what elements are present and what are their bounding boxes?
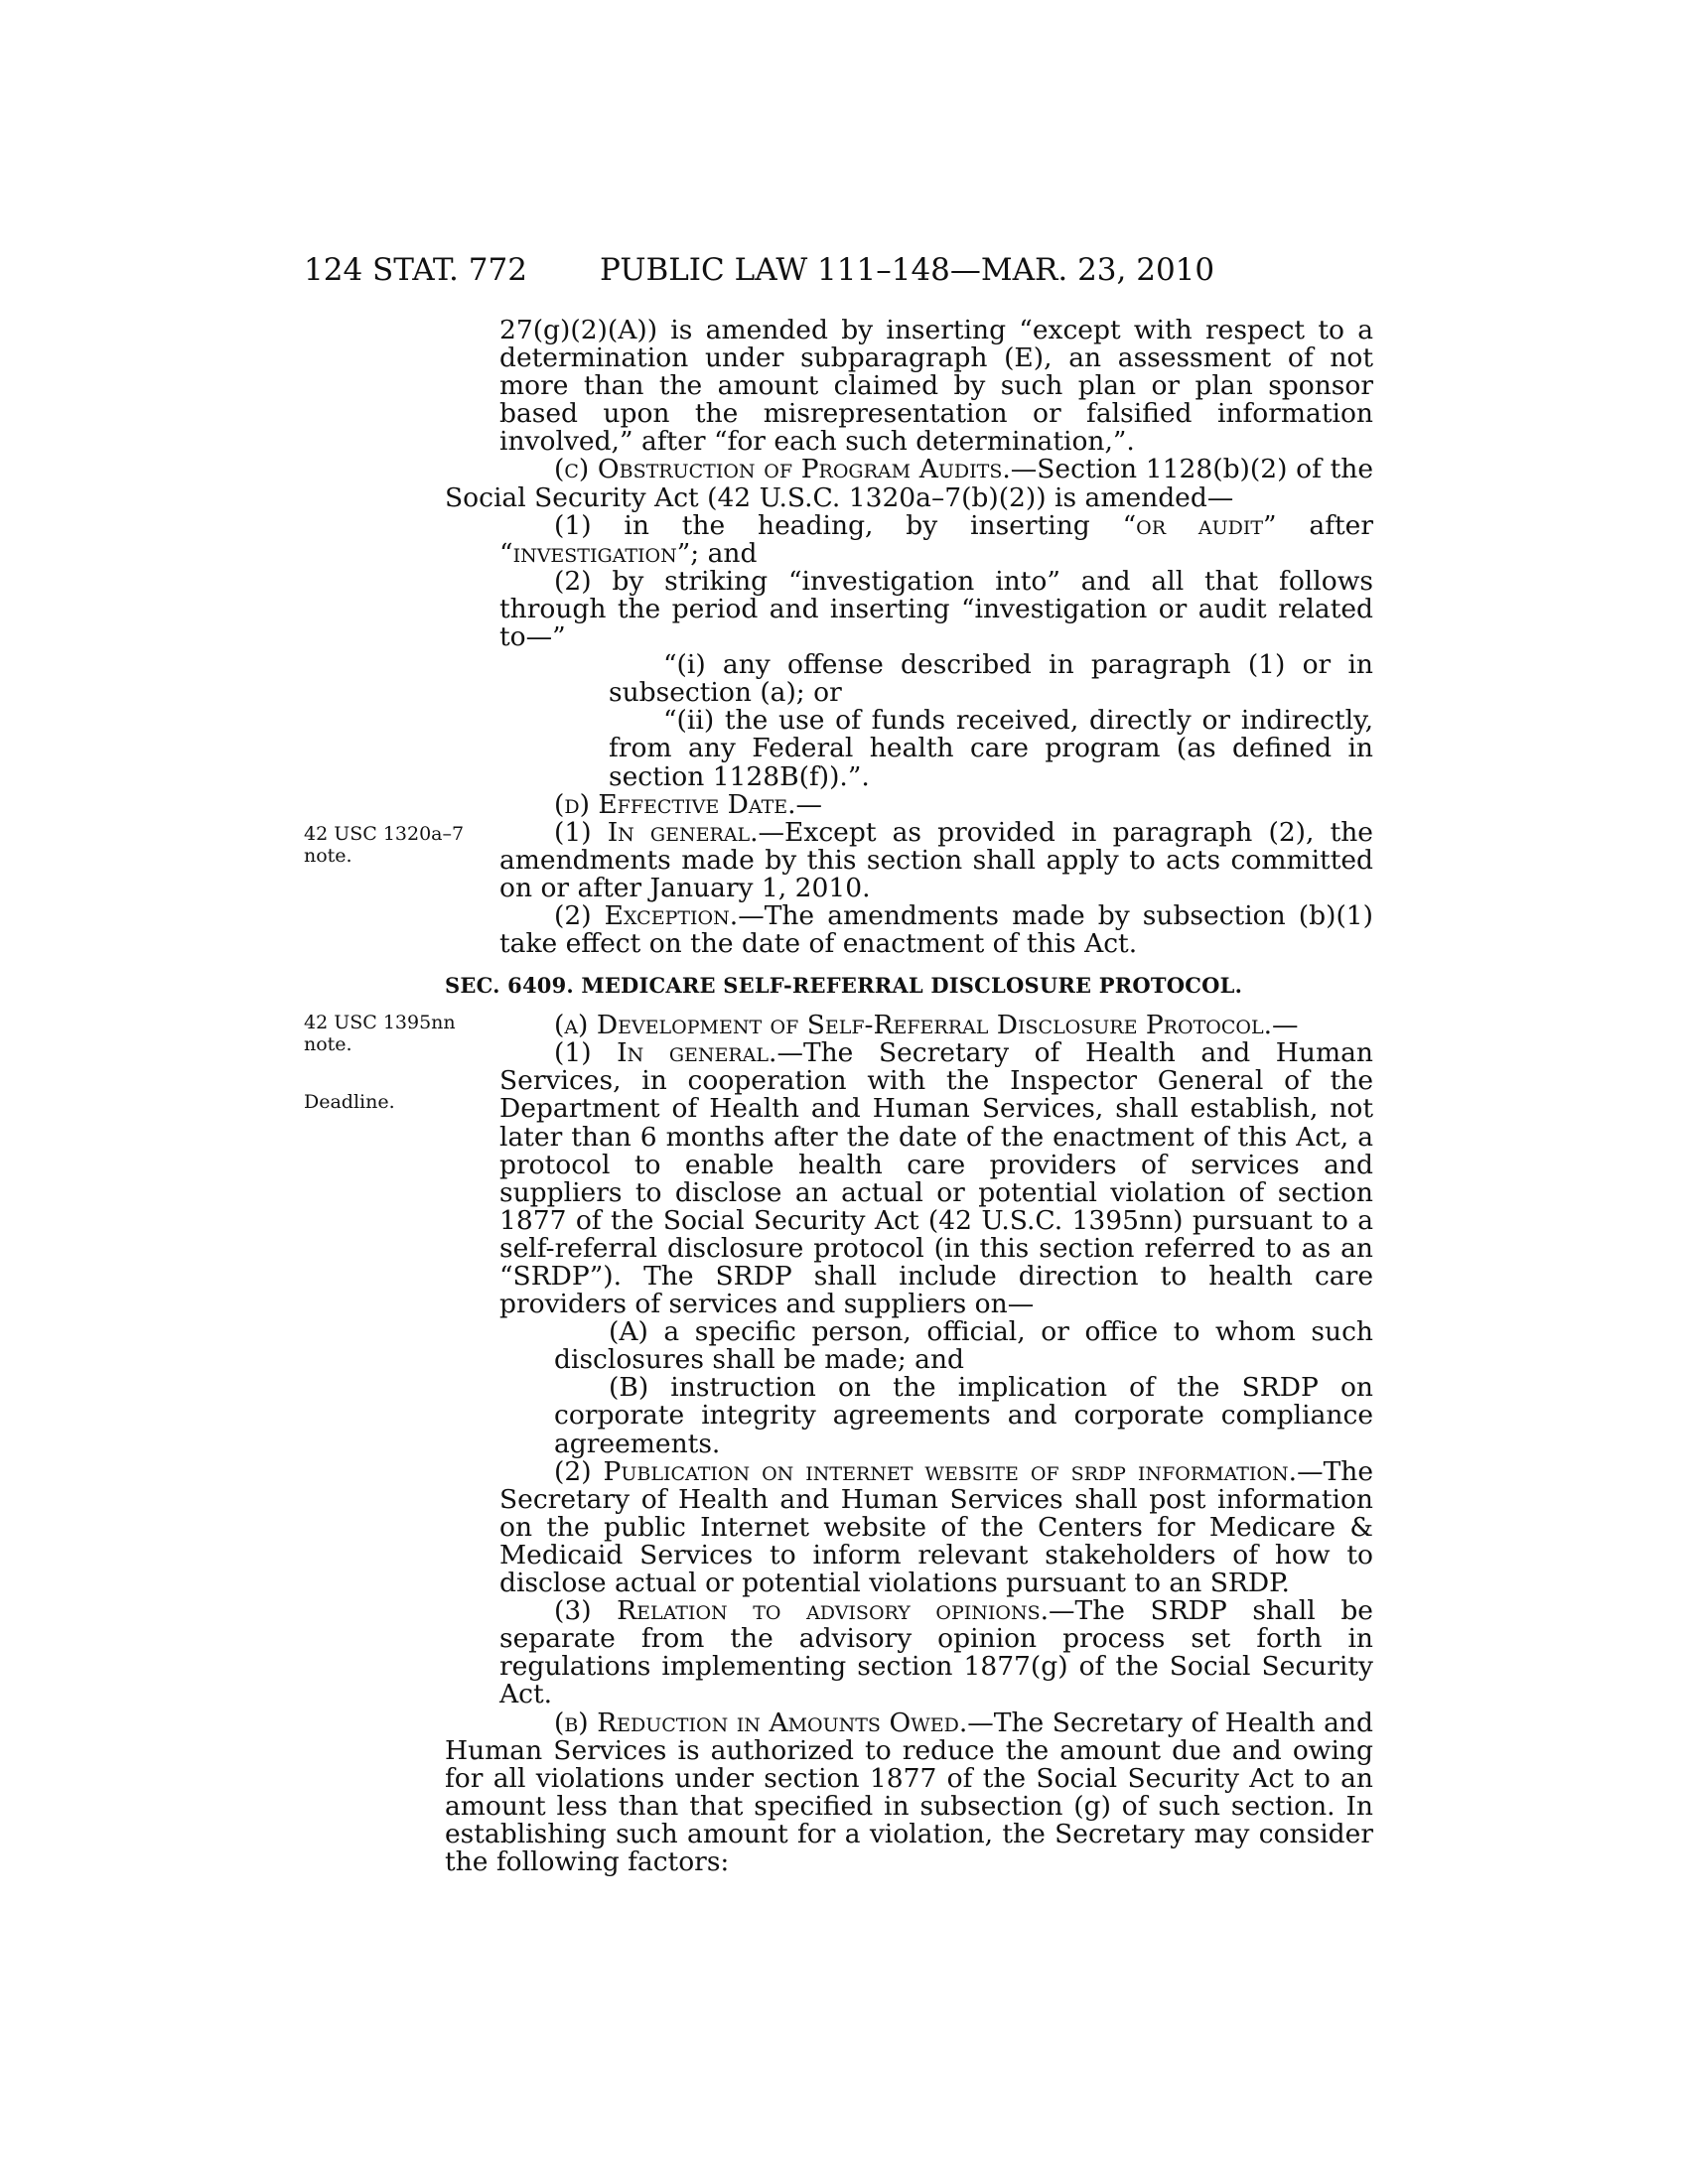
statute-body [445,315,1374,1877]
text-run: —The Secretary of Health and Human Services shall post information on the public Internet website of the Centers for Medicare & Medicaid Services to inform relevant stakeholders of how to disclose actual or potential violations pursuant to an SRDP. [499,1455,1374,1599]
paragraph-heading: In general. [607,816,759,848]
subsection-c-heading: (c) Obstruction of Program Audits. [554,454,1011,485]
subsection-a-paragraph-2 [499,1455,1374,1599]
margin-note-usc-1320a-7 [304,823,483,867]
subparagraph-a: (A) a specific person, official, or office to whom such disclosures shall be made; and [554,1316,1373,1376]
subsection-b-text: —The Secretary of Health and Human Services is authorized to reduce the amount due and owing for all violations under section 1877 of the Social Security Act to an amount less than that specified in subsection (g) of such section. In establishing such amount for a violation, the Secretary may consider the following factors: [445,1706,1373,1877]
subsection-d-heading: (d) Effective Date. [554,788,796,820]
text-run: —The amendments made by subsection (b)(1) take effect on the date of enactment of this Act. [499,899,1373,960]
paragraph-continuation: 27(g)(2)(A)) is amended by inserting “except with respect to a determination under subparagraph (E), an assessment of not more than the amount claimed by such plan or plan sponsor based upon the misrepresentation or falsified information involved,” after “for each such determination,”. [499,315,1373,458]
text-run: —Except as provided in paragraph (2), the amendments made by this section shall apply to acts committed on or after January 1, 2010. [499,816,1373,903]
subsection-c-text: —Section 1128(b)(2) of the Social Security Act (42 U.S.C. 1320a–7(b)(2)) is amended— [445,454,1373,513]
section-heading: SEC. 6409. MEDICARE SELF-REFERRAL DISCLOSURE PROTOCOL. [445,973,1243,999]
margin-note-line: 42 USC 1395nn [304,1012,456,1033]
clause-i: “(i) any offense described in paragraph (1) or in subsection (a); or [609,649,1373,709]
paragraph-heading: Relation to advisory opinions. [617,1595,1050,1627]
subparagraph-b: (B) instruction on the implication of the SRDP on corporate integrity agreements and corporate compliance agreements. [554,1372,1373,1459]
subsection-a [499,1012,1373,1039]
text-run: —The Secretary of Health and Human Services, in cooperation with the Inspector General of the Department of Health and Human Services, shall establish, not later than 6 months after the date of the enactment of this Act, a protocol to enable health care providers of services and suppliers to disclose an actual or potential violation of section 1877 of the Social Security Act (42 U.S.C. 1395nn) pursuant to a self-referral disclosure protocol (in this section referred to as an “SRDP”). The SRDP shall include direction to health care providers of services and suppliers on— [499,1037,1373,1320]
subsection-d [499,788,1373,820]
text-run: ” after “ [499,509,1373,569]
running-header-title: PUBLIC LAW 111–148—MAR. 23, 2010 [600,252,1215,288]
text-run: —The SRDP shall be separate from the advisory opinion process set forth in regulations implementing section 1877(g) of the Social Security Act. [499,1595,1373,1710]
clause-ii: “(ii) the use of funds received, directly or indirectly, from any Federal health care program (as defined in section 1128B(f)).”. [609,705,1373,792]
margin-note-line: Deadline. [304,1091,395,1113]
text-run: (3) [554,1595,618,1627]
text-run: (2) [554,1455,604,1487]
text-run: (1) [554,816,608,848]
subsection-a-paragraph-3 [499,1597,1373,1708]
subsection-c-paragraph-2: (2) by striking “investigation into” and all that follows through the period and inserting “investigation or audit related to—” [499,565,1373,653]
subsection-d-paragraph-2 [499,899,1373,960]
text-run: — [1272,1010,1299,1041]
subsection-b [445,1706,1373,1877]
subsection-b-heading: (b) Reduction in Amounts Owed. [554,1706,968,1738]
subsection-a-paragraph-1 [499,1039,1373,1318]
text-run: (2) [554,899,605,931]
subsection-a-heading: (a) Development of Self-Referral Disclosure Protocol. [554,1010,1273,1041]
paragraph-heading: In general. [617,1037,777,1069]
margin-note-deadline [304,1091,483,1113]
text-run: ”; and [676,537,758,569]
page-reference: 124 STAT. 772 [304,252,527,288]
paragraph-heading: Publication on internet website of srdp information. [603,1455,1298,1487]
margin-note-usc-1395nn [304,1012,483,1055]
margin-note-line: note. [304,1033,352,1055]
text-run: — [795,788,823,820]
subsection-d-paragraph-1 [499,816,1373,903]
text-run: (1) in the heading, by inserting “ [554,509,1137,541]
subsection-c [445,456,1373,511]
subsection-c-paragraph-1 [499,509,1373,569]
text-run: investigation [512,537,677,569]
paragraph-heading: Exception. [604,899,739,931]
margin-note-line: note. [304,845,352,867]
margin-note-line: 42 USC 1320a–7 [304,823,465,845]
text-run: or audit [1136,509,1263,541]
text-run: (1) [554,1037,618,1069]
